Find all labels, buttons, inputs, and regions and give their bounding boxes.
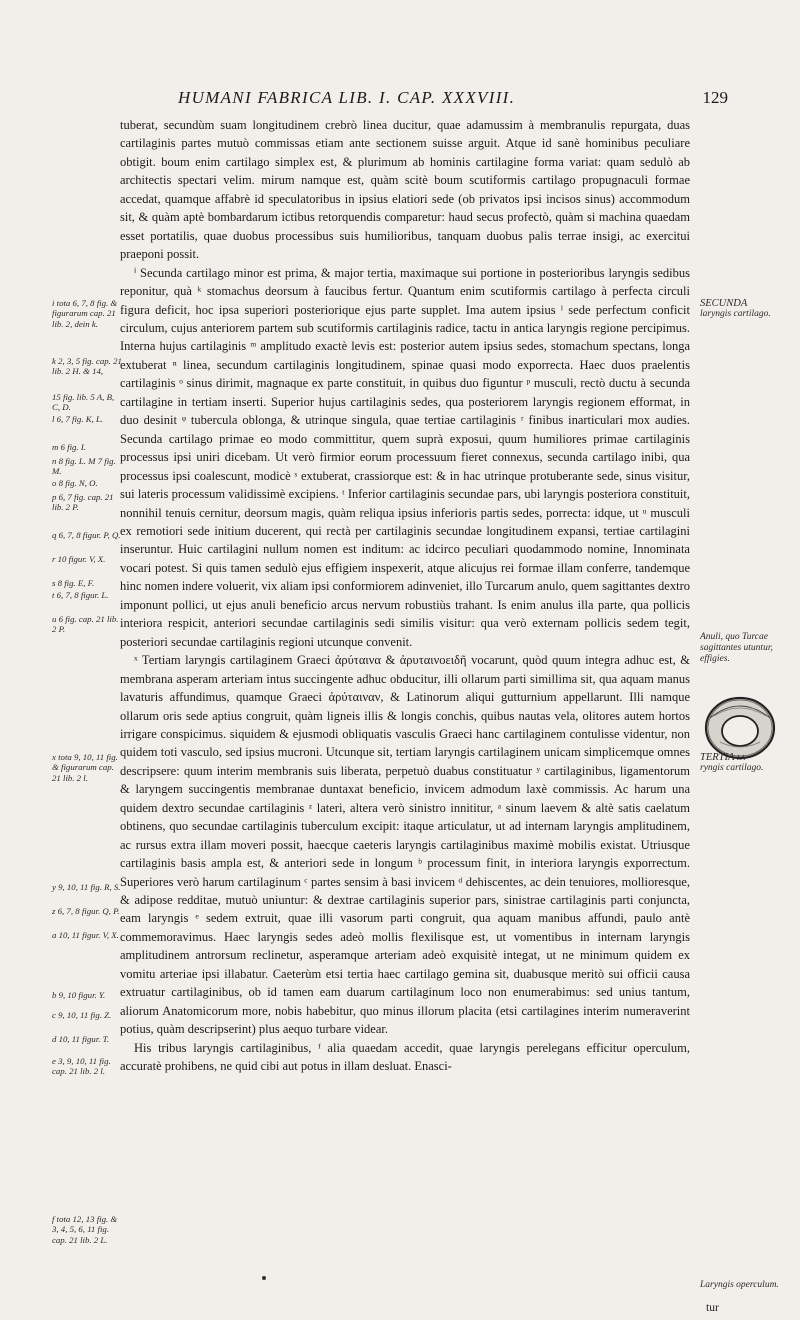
- sidenote-operculum: Laryngis operculum.: [700, 1280, 779, 1290]
- margin-note-b: b 9, 10 figur. Y.: [52, 990, 106, 1000]
- sidenote-secunda-heading: SECUNDA: [700, 298, 748, 309]
- margin-note-r: r 10 figur. V, X.: [52, 554, 106, 564]
- paragraph-4: His tribus laryngis cartilaginibus, ᶠ alia quaedam accedit, quae laryngis perelegans efficitur operculum, accuratè prohibens, ne quid cibi aut potus in illam desluat. Enasci-: [120, 1040, 690, 1074]
- margin-note-p: p 6, 7 fig. cap. 21 lib. 2 P.: [52, 492, 114, 513]
- sidenote-tertia: [700, 752, 792, 774]
- margin-note-n: n 8 fig. L. M 7 fig. M.: [52, 456, 116, 477]
- printer-dot: [262, 1276, 266, 1280]
- margin-note-l: l 6, 7 fig. K, L.: [52, 414, 104, 424]
- paragraph-1: tuberat, secundùm suam longitudinem crebrò linea ducitur, quae adamussim à membranulis repurgata, duas cartilaginis partes mutuò commissas etiam ante sectionem suisse arguit. Atque id sanè hominibus peculiare obtigit. boum enim cartilago simplex est, & plurimum ab hominis cartilagine forma variat: quam sedulò ab architectis spectari velim. mirum namque est, quàm scitè boum scutiformis cartilago propugnaculi formae accedat, quamque affabrè id speculatoribus in ipsius elatiori sede (ob privatos ipsi incisos sinus) accommodum sit, & quàm aptè bombardarum ictibus retorquendis comparetur: haud secus profectò, quàm si machina quaedam esset portatilis, quae duobus processibus suis humilioribus, tanquam duobus palis terrae insigi, ac exercitui praeponi possit.: [120, 118, 690, 262]
- margin-note-f: f tota 12, 13 fig. & 3, 4, 5, 6, 11 fig. cap. 21 lib. 2 L.: [52, 1214, 118, 1245]
- margin-note-u: u 6 fig. cap. 21 lib. 2 P.: [52, 614, 119, 635]
- sidenote-tertia-sub: ryngis cartilago.: [700, 763, 764, 773]
- margin-note-x: x tota 9, 10, 11 fig. & figurarum cap. 21 lib. 2 l.: [52, 752, 118, 783]
- sidenote-secunda-sub: laryngis cartilago.: [700, 309, 771, 319]
- margin-note-s: s 8 fig. E, F.: [52, 578, 95, 588]
- margin-note-k: k 2, 3, 5 fig. cap. 21 lib. 2 H. & 14,: [52, 356, 122, 377]
- catchword: tur: [706, 1302, 719, 1314]
- running-header: [168, 88, 728, 110]
- margin-note-z: z 6, 7, 8 figur. Q, P.: [52, 906, 120, 916]
- paragraph-3: ˣ Tertiam laryngis cartilaginem Graeci ἀρύταινα & ἀρυταινοειδῆ vocarunt, quòd quum integra adhuc est, & membrana asperam arteriam intus succingente adhuc obducitur, illi ollarum parti simillima sit, qua aquam manus lavaturis affundimus, quamque Graeci ἀρύταιναν, & Latinorum aliqui gutturnium appellarunt. Illi namque ollarum oris sede aptius congruit, quàm ligneis illis & longis conchis, quibus nautas vela, olitores autem hortos irrigare conspicimus. siquidem & ejusmodi obliquatis vasculis Graeci hanc cartilaginem contulisse videntur, non quidem toti vasculo, sed ipsius mucroni. Utcunque sit, tertiam laryngis cartilaginem unicam simplicemque omnes descripsere: quum interim membranis suis liberata, perpetuò duabus constituatur ʸ cartilaginibus, ligamentorum & laryngem succingentis membranae duntaxat beneficio, invicem admodum laxè commissis. Ac harum una quidem dextro secundae cartilaginis ᶻ lateri, altera verò sinistro innititur, ᵃ sinum laevem & altè satis caelatum obtinens, quo secundae cartilaginis tuberculum excipit: itaque articulatur, ut ad internam laryngis amplitudinem, ac rursus extra illam moveri possit, haecque caeteris laryngis cartilaginibus maximè mobilis existat. Utriusque cartilaginis basis ampla est, & anteriori sede in longum ᵇ processum finit, in interiora laryngis exporrectum. Superiores verò harum cartilaginum ᶜ partes sensim à basi invicem ᵈ dehiscentes, ac dein tenuiores, mollioresque, & adipose redditae, mutuò uniuntur: & dextrae cartilaginis superior pars, sinistrae cartilaginis parti conjuncta, eam laryngis ᵉ sedem extruit, quae illi vasorum parti congruit, qua aquam manibus affundi, paulo antè commemoravimus. Haec laryngis sedes adeò mollis flexilisque est, ut vomentibus in internam laryngis amplitudinem antrorsum reclinetur, asperamque arteriam adeò exquisitè integat, ut ne minimum quidem ex vomitu arteriae ipsi illabatur. Caeterùm etsi tertia haec cartilago gemina sit, duabusque meritò sui officii causa extruatur cartilaginibus, ob id tamen eam duarum cartilaginum loco non enumerabimus: sed unius tantum, aliorum Anatomicorum more, nobis habebitur, quo minus illorum placita (etsi cartilagines interim numeraverint potius, quàm descripserint) plus aequo turbare videar.: [120, 653, 690, 1037]
- sidenote-tertia-heading: TERTIA la-: [700, 752, 749, 763]
- main-text: [120, 116, 690, 1076]
- running-title: HUMANI FABRICA LIB. I. CAP. XXXVIII.: [178, 88, 516, 107]
- margin-note-m: m 6 fig. I.: [52, 442, 86, 452]
- margin-note-y: y 9, 10, 11 fig. R, S.: [52, 882, 121, 892]
- margin-note-c: c 9, 10, 11 fig. Z.: [52, 1010, 112, 1020]
- margin-note-k2: 15 fig. lib. 5 A, B, C, D.: [52, 392, 115, 413]
- margin-note-t: t 6, 7, 8 figur. L.: [52, 590, 109, 600]
- margin-note-e: e 3, 9, 10, 11 fig. cap. 21 lib. 2 l.: [52, 1056, 111, 1077]
- margin-note-o: o 8 fig. N, O.: [52, 478, 98, 488]
- margin-note-a: a 10, 11 figur. V, X.: [52, 930, 119, 940]
- sidenote-anuli: Anuli, quo Turcae sagittantes utuntur, effigies.: [700, 632, 773, 664]
- margin-note-i: i tota 6, 7, 8 fig. & figurarum cap. 21 lib. 2, dein k.: [52, 298, 118, 329]
- paragraph-2: ⁱ Secunda cartilago minor est prima, & major tertia, maximaque sui portione in posterioribus laryngis sedibus reponitur, quà ᵏ stomachus deorsum à faucibus fertur. Quantum enim scutiformis cartilago à perfecta circuli figura deficit, hoc ipsa superiori posteriorique ejus parte supplet. Ima autem ipsius ˡ sede perfectum conficit circulum, cujus anteriorem partem sub scutiformis cartilaginis radice, tactu in antica laryngis regione percipimus. Interna hujus cartilaginis ᵐ amplitudo exactè levis est: posterior autem ipsius sedes, stomachum spectans, longa extuberat ⁿ linea, secundum cartilaginis longitudinem, spinae quasi modo exporrecta. Haec duos praelentis cartilaginis ᵒ sinus dirimit, magnaque ex parte constituit, in quibus duo figuntur ᵖ musculi, rectò ductu à secunda cartilagine in tertiam inserti. Superior hujus cartilaginis sedes, qua posteriorem laryngis regionem efformat, in duo desinit ᵠ tubercula oblonga, & utrinque singula, quae tertiae cartilaginis ʳ finibus inarticulari mox audies. Secunda cartilago primae eo modo committitur, quem suprà exposui, quum humiliores primae cartilaginis processus ipsi uniri dicebam. Ut verò firmior eorum processuum fieret connexus, secunda cartilago inibi, qua processus ipsi coalescunt, modicè ˢ extuberat, crassiorque est: & in hac utrinque protuberante sede, sinus visitur, sui lateris processum validissimè excipiens. ᵗ Inferior cartilaginis secundae pars, ubi laryngis posteriora constituit, nonnihil tenuis cernitur, deorsum magis, quàm reliqua ipsius inferioris partis sedes, porrecta: idque, ut ᵘ musculi ex remotiori sede initium ducerent, qui rectà per cartilaginis secundae longitudinem expansi, tertiae cartilagini inseruntur. Huic cartilagini nullum nomen est inditum: ac idcirco peculiari quodammodo nomine, Innominata vocari potest. Si quis tamen sedulò ejus effigiem inspexerit, atque alicujus rei formae illam conferre, tandemque hinc nomen indere voluerit, vix aliam ipsi conformiorem adinveniet, illo Turcarum anulo, quem sagittantes dextro imponunt pollici, ut ejus anuli beneficio arcus nervum robustiùs trahant. Is enim anulus illa parte, qua pollicis interiora respicit, anteriori secundae cartilaginis sedi similis visitur: qua verò externam pollicis sedem tegit, posteriori secundae cartilaginis regioni utcunque convenit.: [120, 265, 690, 649]
- margin-note-d: d 10, 11 figur. T.: [52, 1034, 110, 1044]
- sidenote-secunda: [700, 298, 792, 320]
- page-number: 129: [702, 88, 728, 107]
- margin-note-q: q 6, 7, 8 figur. P, Q.: [52, 530, 121, 540]
